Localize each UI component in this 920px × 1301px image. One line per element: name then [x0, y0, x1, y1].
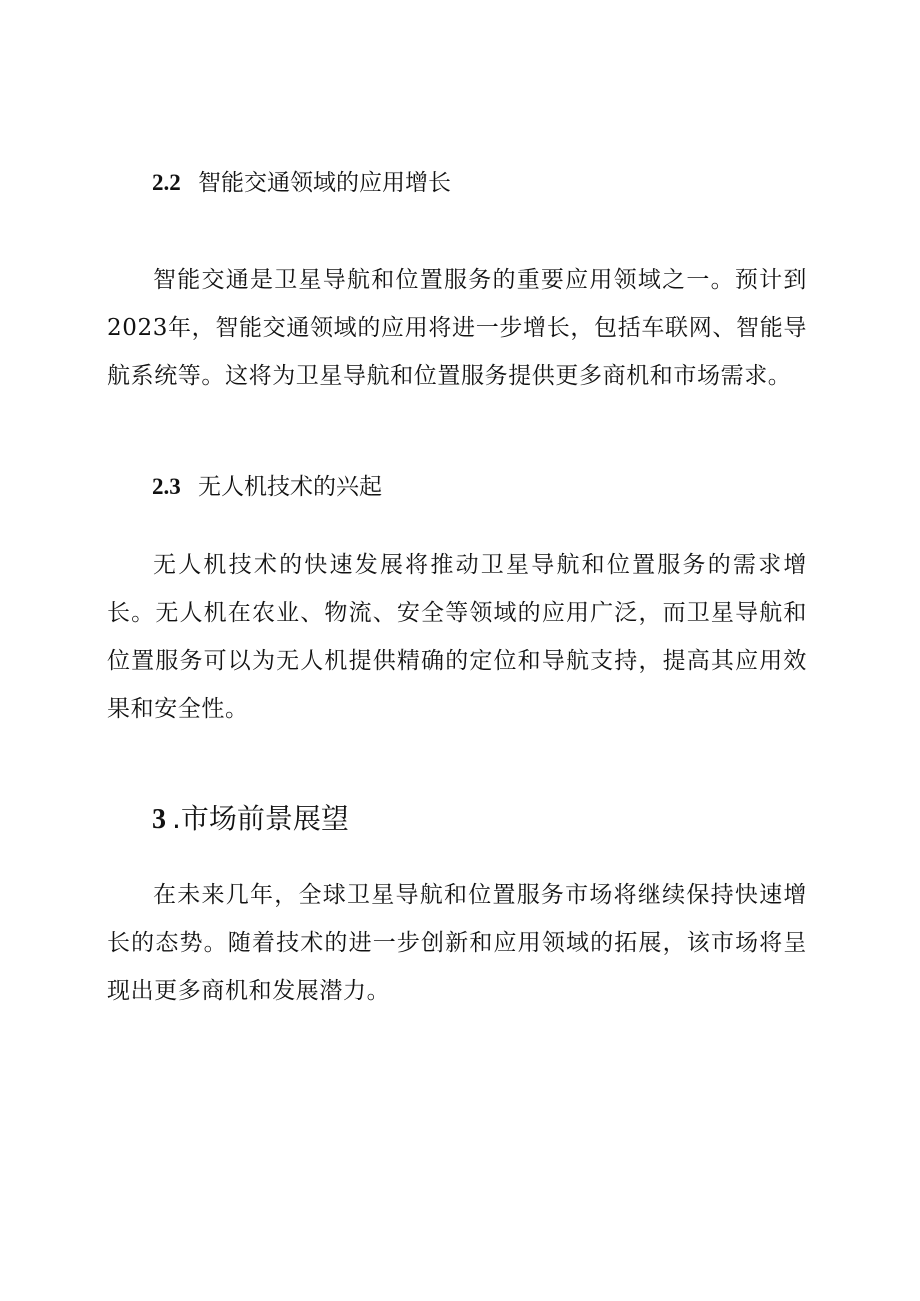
section-number: 2.3 — [152, 474, 181, 499]
section-heading-3 — [152, 801, 349, 838]
section-heading-2-3 — [152, 472, 382, 502]
section-title: 无人机技术的兴起 — [198, 474, 382, 500]
section-heading-2-2 — [152, 168, 451, 198]
section-paragraph: 智能交通是卫星导航和位置服务的重要应用领域之一。预计到2023年，智能交通领域的应用将进一步增长，包括车联网、智能导航系统等。这将为卫星导航和位置服务提供更多商机和市场需求。 — [107, 267, 807, 389]
section-number: 3 — [152, 804, 166, 835]
section-title: 智能交通领域的应用增长 — [198, 170, 451, 196]
section-title: .市场前景展望 — [172, 802, 349, 835]
section-paragraph: 无人机技术的快速发展将推动卫星导航和位置服务的需求增长。无人机在农业、物流、安全等领域的应用广泛，而卫星导航和位置服务可以为无人机提供精确的定位和导航支持，提高其应用效果和安全性。 — [107, 552, 807, 722]
section-paragraph: 在未来几年，全球卫星导航和位置服务市场将继续保持快速增长的态势。随着技术的进一步创新和应用领域的拓展，该市场将呈现出更多商机和发展潜力。 — [107, 882, 807, 1004]
section-number: 2.2 — [152, 170, 181, 195]
